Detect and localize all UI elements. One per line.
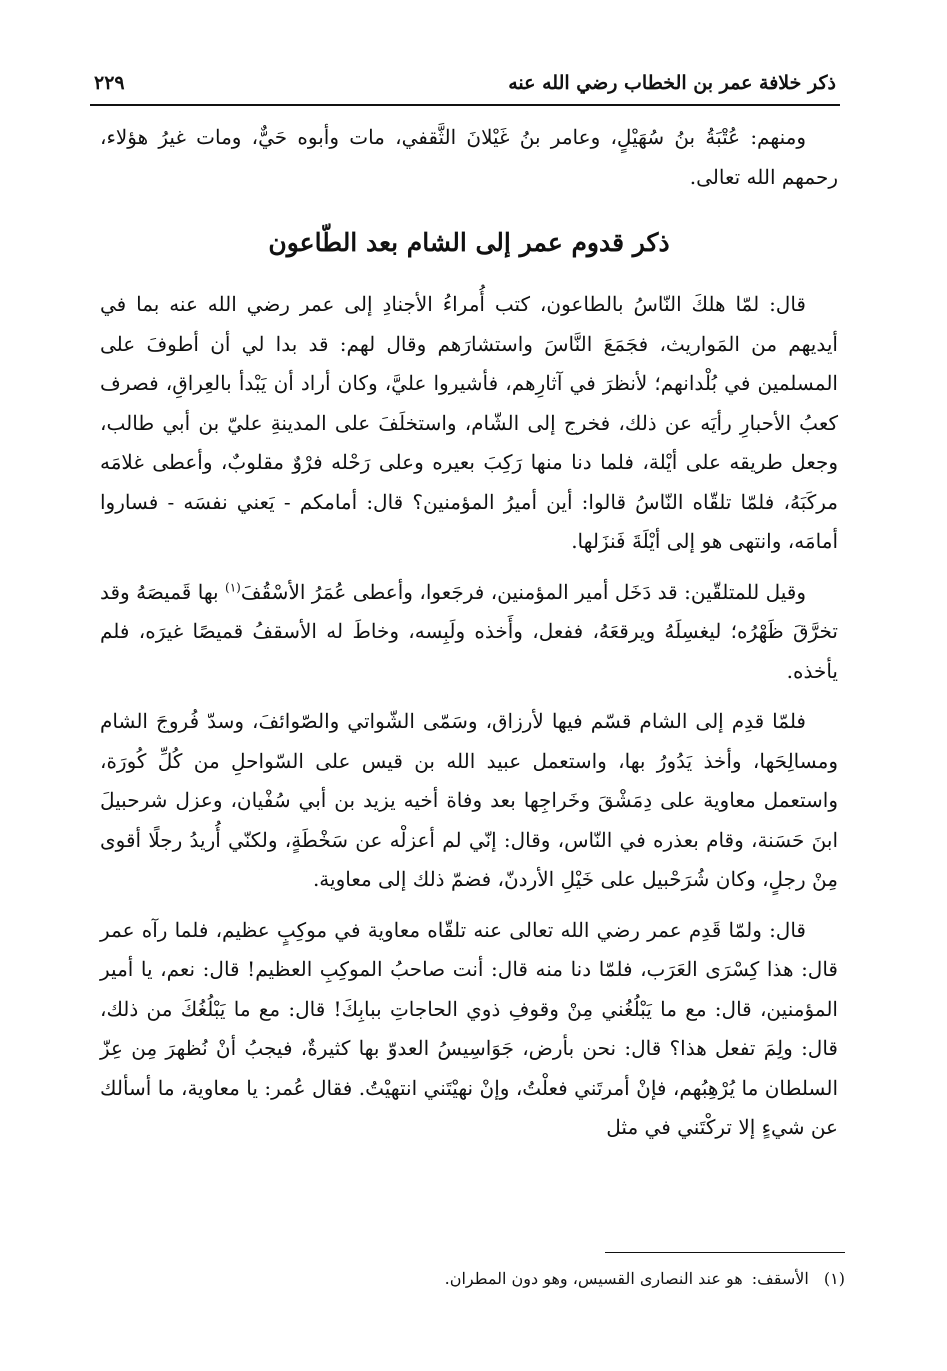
page-body	[100, 118, 838, 1148]
paragraph-closing-previous-section: ومنهم: عُتْبَةُ بنُ سُهَيْلٍ، وعامر بنُ غَيْلانَ الثَّقفي، مات وأبوه حَيٌّ، ومات غيرُ هؤلاء، رحمهم الله تعالى.	[100, 125, 838, 189]
running-header	[90, 66, 840, 106]
paragraph-syria-administration: فلمّا قدِم إلى الشام قسّم فيها لأرزاق، وسَمّى الشّواتي والصّوائفَ، وسدّ فُروجَ الشام ومسالِحَها، وأخذ يَدُورُ بها، واستعمل عبيد الله بن قيس على السّواحلِ من كُلِّ كُورَة، واستعمل معاوية على دِمَشْقَ وخَراجِها بعد وفاة أخيه يزيد بن أبي سُفْيان، وعزل شرحبيلَ ابنَ حَسَنة، وقام بعذره في النّاس، وقال: إنّي لم أعزلْه عن سَخْطَةٍ، ولكنّي أُريدُ رجلًا أقوى مِنْ رجلٍ، وكان شُرَحْبيل على خَيْلِ الأردنّ، فضمّ ذلك إلى معاوية.	[100, 709, 839, 891]
footnote-number: (١)	[823, 1269, 845, 1288]
page-number: ٢٢٩	[94, 72, 125, 94]
footnote	[107, 1266, 845, 1292]
paragraph-plague-letters: قال: لمّا هلكَ النّاسُ بالطاعون، كتب أُمراءُ الأجنادِ إلى عمر رضي الله عنه بما في أيديهم من المَواريث، فجَمَعَ النَّاسَ واستشارَهم وقال لهم: قد بدا لي أن أطوفَ على المسلمين في بُلْدانهم؛ لأنظرَ في آثارِهم، فأشيروا عليَّ، وكان أراد أن يَبْدأ بالعِراقِ، فصرف كعبُ الأحبارِ رأيَه عن ذلك، فخرج إلى الشّام، واستخلَفَ على المدينةِ عليّ بن أبي طالب، وجعل طريقه على أيْلة، فلما دنا منها رَكِبَ بعيره وعلى رَحْله فرْوٌ مقلوبٌ، وأعطى غلامَه مركَبَهُ، فلمّا تلقّاه النّاسُ قالوا: أين أميرُ المؤمنين؟ قال: أمامكم - يَعني نفسَه - فساروا أمامَه، وانتهى هو إلى أيْلَةَ فَنزَلها.	[100, 292, 838, 553]
footnote-divider	[605, 1252, 845, 1253]
footnote-text: هو عند النصارى القسيس، وهو دون المطران.	[444, 1269, 743, 1288]
paragraph-bishop-shirt	[100, 573, 838, 692]
running-title: ذكر خلافة عمر بن الخطاب رضي الله عنه	[508, 72, 836, 94]
footnote-term: الأسقف:	[751, 1269, 809, 1288]
paragraph-muawiya-procession: قال: ولمّا قَدِم عمر رضي الله تعالى عنه تلقّاه معاوية في موكِبٍ عظيم، فلما رآه عمر قال: هذا كِسْرَى العَرَب، فلمّا دنا منه قال: أنت صاحبُ الموكِبِ العظيم! قال: نعم، يا أمير المؤمنين، قال: مع ما يَبْلُغُني مِنْ وقوفِ ذوي الحاجاتِ ببابِكَ! قال: مع ما يَبْلُغُكَ من ذلك، قال: ولِمَ تفعل هذا؟ قال: نحن بأرض، جَوَاسِيسُ العدوّ بها كثيرةٌ، فيجبُ أنْ نُظهرَ مِن عِزّ السلطان ما يُرْهِبُهم، فإنْ أمرتَني فعلْتُ، وإنْ نهيْتَني انتهيْتُ. فقال عُمر: يا معاوية، ما أسألك عن شيءٍ إلا تركْتَني في مثل	[100, 917, 838, 1139]
paragraph-text: بها قَميصَهُ وقد تخرَّقَ ظَهْرُه؛ ليغسِلَهُ ويرقعَهُ، ففعل، وأَخذه ولَبِسه، وخاطَ له الأسقفُ قميصًا غيرَه، فلم يأخذه.	[100, 579, 838, 683]
footnote-reference[interactable]: (١)	[225, 579, 241, 594]
section-heading: ذكر قدوم عمر إلى الشام بعد الطّاعون	[268, 228, 670, 257]
paragraph-text: وقيل للمتلقّين: قد دَخَل أمير المؤمنين، فرجَعوا، وأعطى عُمَرُ الأسْقُفَ	[240, 579, 806, 604]
